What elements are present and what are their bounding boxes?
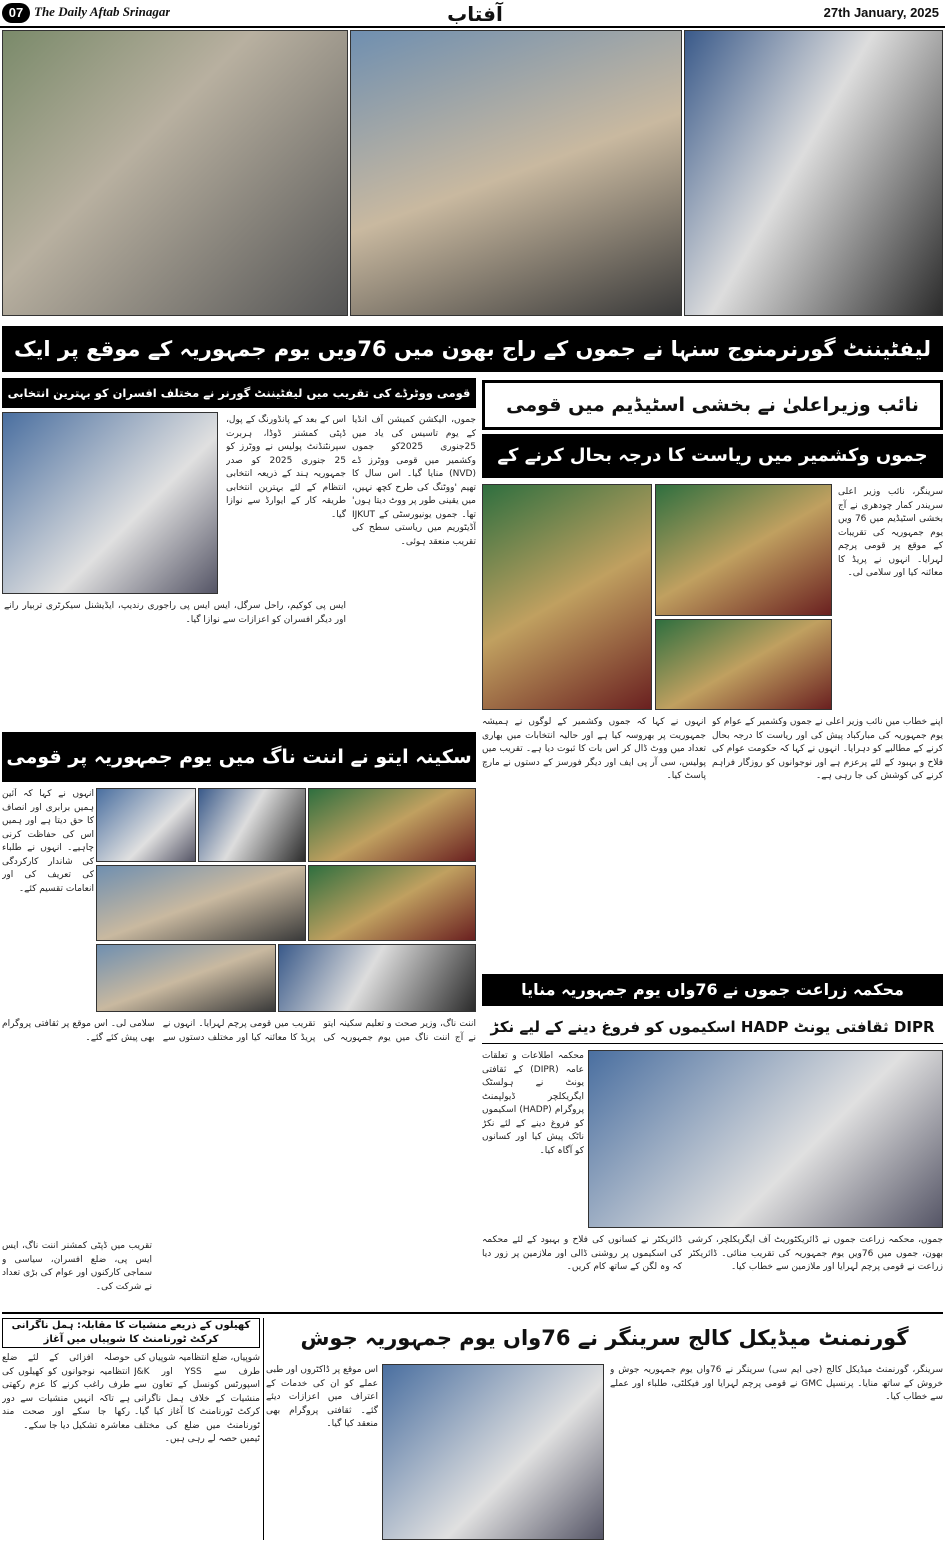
voters-day-headline: قومی ووٹرڈے کی تقریب میں لیفٹیننٹ گورنر نے مختلف افسران کو بہترین انتخابی [2,378,476,408]
newspaper-logo: آفتاب [447,2,503,26]
agriculture-column-1: جموں، محکمہ زراعت جموں نے ڈائریکٹوریٹ آف ایگریکلچر، کرشی بھون، جموں میں 76ویں یوم جمہوریہ کی تقریب منائی۔ ڈائریکٹر زراعت نے قومی پرچم لہرایا اور ملازمین سے خطاب کیا۔ [688,1235,943,1272]
column-divider [263,1318,264,1540]
sakina-body-columns: اننت ناگ، وزیر صحت و تعلیم سکینہ ایتو نے آج اننت ناگ میں یوم جمہوریہ کی تقریب میں قومی پرچم لہرایا۔ انہوں نے پریڈ کا معائنہ کیا اور مختلف دستوں سے سلامی لی۔ اس موقع پر ثقافتی پروگرام بھی پیش کئے گئے۔ [2,1019,476,1043]
dipr-headline: DIPR ثقافتی یونٹ HADP اسکیموں کو فروغ دینے کے لیے نکڑ [482,1010,943,1044]
cm-stadium-column-3: انہوں نے کہا کہ جموں وکشمیر کے لوگوں نے ہمیشہ جمہوریت پر بھروسہ کیا ہے اور حالیہ انتخابات میں بھاری تعداد میں ووٹ ڈال کر اس بات کا ثبوت دیا ہے۔ تقریب میں پولیس، سی آر پی ایف اور دیگر فورسز کے دستوں نے مارچ پاسٹ کیا۔ [482,717,706,781]
photo-sakina-audience [278,944,476,1012]
photo-lg-with-guest [2,30,348,316]
sakina-column-3: تقریب میں ڈپٹی کمشنر اننت ناگ، ایس ایس پی، ضلع افسران، سیاسی و سماجی کارکنوں اور عوام کی بڑی تعداد نے شرکت کی۔ [2,1241,152,1292]
cm-stadium-headline: نائب وزیراعلیٰ نے بخشی اسٹیڈیم میں قومی [482,380,943,430]
photo-sakina-march [308,865,476,941]
dipr-column-1: محکمہ اطلاعات و تعلقات عامہ (DIPR) کے ثقافتی یونٹ نے ہولسٹک ایگریکلچر ڈیولپمنٹ پروگرام (HADP) اسکیموں کو فروغ دینے کے لئے نکڑ ناٹک پیش کیا اور کسانوں کو آگاہ کیا۔ [482,1051,584,1156]
statehood-headline: جموں وکشمیر میں ریاست کا درجہ بحال کرنے کے [482,434,943,478]
publication-name: The Daily Aftab Srinagar [34,4,171,19]
photo-lg-voters-day [2,412,218,594]
masthead [0,0,945,28]
sakina-headline: سکینہ ایتو نے اننت ناگ میں یوم جمہوریہ پر قومی [2,732,476,782]
voters-day-column-3: ایس پی کوکیم، راحل سرگل، ایس ایس پی راجوری رندیپ، ایڈیشنل سیکرٹری تربیار رانے اور دیگر افسران کو اعزازات سے نوازا گیا۔ [4,601,346,625]
cm-stadium-column-2: اپنے خطاب میں نائب وزیر اعلی نے جموں وکشمیر کے عوام کو یوم جمہوریہ کی مبارکباد پیش کی اور ریاست کا درجہ بحال کرنے کے مطالبے کو دہرایا۔ انہوں نے کہا کہ حکومت عوام کی فلاح و بہبود کے لئے پرعزم ہے اور نوجوانوں کو روزگار فراہم کرنے کی کوشش کی جا رہی ہے۔ [712,717,943,781]
photo-agriculture-flag-hoisting [588,1050,943,1228]
photo-at-home-reception-group [350,30,682,316]
gmc-column-2: اس موقع پر ڈاکٹروں اور طبی عملے کو ان کی خدمات کے اعتراف میں اعزازات دیئے گئے۔ ثقافتی پروگرام بھی منعقد کیا گیا۔ [266,1365,378,1429]
photo-parade-contingent [655,484,832,616]
cricket-column-2: حوصلہ افزائی کے لئے ضلع انتظامیہ نوجوانوں کو کھیلوں کی طرف راغب کرنے کا عزم رکھتی ہے تاکہ انہیں منشیات سے دور رکھا جا سکے اور صحت مند معاشرہ تشکیل دیا جا سکے۔ [2,1353,130,1431]
photo-lg-with-officers [684,30,943,316]
gmc-headline: گورنمنٹ میڈیکل کالج سرینگر نے 76واں یوم جمہوریہ جوش [300,1326,909,1350]
section-divider [2,1312,943,1314]
photo-sakina-officers [96,865,306,941]
agriculture-headline: محکمہ زراعت جموں نے 76واں یوم جمہوریہ منایا [482,974,943,1006]
issue-date: 27th January, 2025 [823,5,939,20]
cricket-headline: کھیلوں کے ذریعے منشیات کا مقابلہ: ہمل ناگرانی کرکٹ ٹورنامنٹ کا شوپیاں میں آغاز [2,1318,260,1348]
sakina-column-2: انہوں نے کہا کہ آئین ہمیں برابری اور انصاف کا حق دیتا ہے اور ہمیں اس کی حفاظت کرنی چاہیے۔ انہوں نے طلباء کی شاندار کارکردگی کی تعریف کی اور انعامات تقسیم کئے۔ [2,789,94,894]
cricket-column-1: شوپیاں، ضلع انتظامیہ شوپیاں کی طرف سے YSS اور J&K اسپورٹس کونسل کے تعاون سے منشیات کے خلاف ہمل ناگرانی کرکٹ ٹورنامنٹ کا آغاز کیا گیا۔ ٹورنامنٹ میں ضلع کی مختلف ٹیمیں حصہ لے رہی ہیں۔ [134,1353,260,1444]
cm-stadium-column-1: سرینگر، نائب وزیر اعلی سریندر کمار چودھری نے آج بخشی اسٹیڈیم میں 76 ویں یوم جمہوریہ کی تقریبات کے موقع پر قومی پرچم لہرایا۔ انہوں نے پریڈ کا معائنہ کیا اور سلامی لی۔ [838,487,943,578]
voters-day-column-1: جموں، الیکشن کمیشن آف انڈیا کے یوم تاسیس کی یاد میں 25جنوری 2025کو جموں وکشمیر میں قومی ووٹرز ڈے (NVD) منایا گیا۔ اس سال کا تھیم 'ووٹنگ کی طرح کچھ نہیں، میں یقینی طور پر ووٹ دیتا ہوں' تھا۔ جموں یونیورسٹی کے IJKUT آڈیٹوریم میں ریاستی سطح کی تقریب منعقد ہوئی۔ [352,415,476,547]
main-headline: لیفٹیننٹ گورنرمنوج سنہا نے جموں کے راج بھون میں 76ویں یوم جمہوریہ کے موقع پر ایک [2,326,943,372]
photo-gmc-celebration [382,1364,604,1540]
photo-sakina-salute [198,788,306,862]
photo-sakina-flag [96,788,196,862]
agriculture-column-2: ڈائریکٹر نے کسانوں کی فلاح و بہبود کے لئے محکمہ کی اسکیموں پر روشنی ڈالی اور ملازمین پر زور دیا کہ وہ لگن کے ساتھ کام کریں۔ [482,1235,682,1272]
photo-sakina-parade [308,788,476,862]
photo-parade-march [655,619,832,710]
gmc-column-1: سرینگر، گورنمنٹ میڈیکل کالج (جی ایم سی) سرینگر نے 76واں یوم جمہوریہ جوش و خروش کے ساتھ منایا۔ پرنسپل GMC نے قومی پرچم لہرایا اور فیکلٹی، طلباء اور عملے سے خطاب کیا۔ [610,1365,943,1402]
photo-sakina-address [96,944,276,1012]
page-number: 07 [2,3,30,23]
photo-cm-salute [482,484,652,710]
voters-day-column-2: اس کے بعد کے پانڈورنگ کے پول، ڈپٹی کمشنر ڈوڈا، ہربرت سپرنٹنڈنٹ پولیس نے ووٹرز کو 25 جنوری 2025 کو صدر جمہوریہ ہند کے ذریعہ انتخابی انتظام کے لئے بہترین انتخابی طریقہ کار کے ایوارڈ سے نوازا گیا۔ [226,415,346,520]
